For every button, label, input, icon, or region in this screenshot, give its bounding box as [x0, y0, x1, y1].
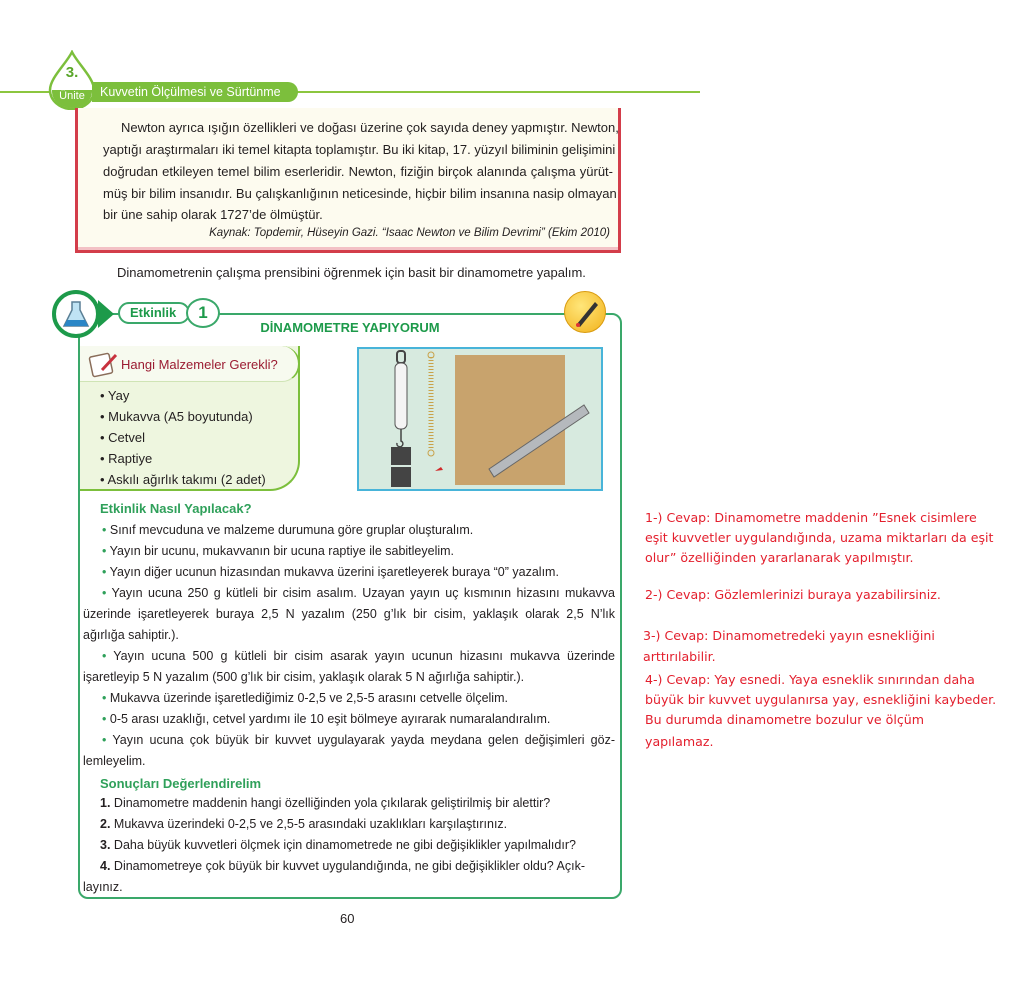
bullet-icon: •	[102, 565, 107, 579]
procedure-text: lemleyelim.	[83, 754, 146, 768]
activity-label: Etkinlik	[118, 302, 190, 324]
question-item	[100, 796, 550, 810]
flask-icon	[52, 290, 100, 338]
bullet-icon: •	[102, 733, 107, 747]
procedure-line	[97, 565, 615, 579]
reading-line: Newton ayrıca ışığın özellikleri ve doğası üzerine çok sayıda deney yapmıştır. Newton,	[121, 120, 619, 135]
results-title: Sonuçları Değerlendirelim	[100, 776, 262, 791]
page-number: 60	[340, 911, 355, 926]
spring-icon	[428, 352, 434, 456]
procedure-text: Sınıf mevcuduna ve malzeme durumuna göre gruplar oluşturalım.	[106, 523, 474, 537]
pushpin-icon	[435, 467, 443, 471]
material-item: • Askılı ağırlık takımı (2 adet)	[100, 472, 266, 487]
procedure-line	[97, 586, 615, 602]
material-item: • Mukavva (A5 boyutunda)	[100, 409, 253, 424]
dynamometer-icon	[391, 351, 411, 487]
procedure-text: Yayın ucuna çok büyük bir kuvvet uygulayarak yayda meydana gelen değişimleri göz-	[106, 733, 615, 747]
question-text: layınız.	[83, 880, 123, 894]
clipboard-icon	[88, 350, 120, 378]
reading-box	[75, 108, 621, 253]
procedure-title: Etkinlik Nasıl Yapılacak?	[100, 501, 252, 516]
answer-line: 1-) Cevap: Dinamometre maddenin ”Esnek cisimlere	[645, 510, 977, 525]
procedure-line	[97, 733, 615, 749]
procedure-line	[97, 712, 615, 726]
activity-arrow-icon	[98, 300, 114, 328]
question-number: 2.	[100, 817, 111, 831]
unit-label: Ünite	[59, 90, 85, 102]
chapter-title: Kuvvetin Ölçülmesi ve Sürtünme	[92, 82, 298, 102]
answer-line: 3-) Cevap: Dinamometredeki yayın esnekliğini	[643, 628, 935, 643]
procedure-text: Yayın bir ucunu, mukavvanın bir ucuna raptiye ile sabitleyelim.	[106, 544, 455, 558]
reading-source: Kaynak: Topdemir, Hüseyin Gazi. “Isaac Newton ve Bilim Devrimi” (Ekim 2010)	[209, 227, 610, 239]
question-item	[83, 880, 123, 894]
procedure-line	[83, 670, 615, 684]
procedure-line	[97, 523, 615, 537]
procedure-line	[97, 649, 615, 665]
question-text: Dinamometreye çok büyük bir kuvvet uygulandığında, ne gibi değişiklikler oldu? Açık-	[110, 859, 585, 873]
bullet-icon: •	[102, 544, 107, 558]
materials-illustration	[357, 347, 603, 491]
procedure-text: ağırlığa sahiptir.).	[83, 628, 179, 642]
procedure-text: Yayın diğer ucunun hizasından mukavva üzerini işaretleyerek buraya “0” yazalım.	[106, 565, 559, 579]
answer-line: 4-) Cevap: Yay esnedi. Yaya esneklik sınırından daha	[645, 672, 975, 687]
procedure-text: üzerinde işaretleyerek buraya 2,5 N yazalım (250 g’lık bir cisim, yaklaşık olarak 2,5 N’lık	[83, 607, 615, 621]
question-text: Daha büyük kuvvetleri ölçmek için dinamometrede ne gibi değişiklikler yapılmalıdır?	[110, 838, 576, 852]
bullet-icon: •	[102, 523, 107, 537]
bullet-icon: •	[102, 586, 107, 600]
procedure-text: Yayın ucuna 500 g kütleli bir cisim asarak yayın ucunun hizasını mukavva üzerinde	[106, 649, 615, 663]
bullet-icon: •	[102, 691, 107, 705]
unit-number: 3.	[65, 64, 79, 81]
question-number: 3.	[100, 838, 111, 852]
material-item: • Yay	[100, 388, 130, 403]
procedure-text: 0-5 arası uzaklığı, cetvel yardımı ile 10 eşit bölmeye ayırarak numaralandıralım.	[106, 712, 551, 726]
intro-text: Dinamometrenin çalışma prensibini öğrenmek için basit bir dinamometre yapalım.	[117, 265, 586, 280]
question-text: Mukavva üzerindeki 0-2,5 ve 2,5-5 arasındaki uzaklıkları karşılaştırınız.	[110, 817, 508, 831]
bullet-icon: •	[102, 649, 107, 663]
procedure-line	[97, 691, 615, 705]
reading-line: bir üne sahip olarak 1727’de ölmüştür.	[103, 207, 323, 222]
activity-title: DİNAMOMETRE YAPIYORUM	[260, 320, 440, 335]
materials-title: Hangi Malzemeler Gerekli?	[121, 357, 278, 372]
pencil-icon	[564, 291, 606, 333]
procedure-text: Mukavva üzerinde işaretlediğimiz 0-2,5 ve 2,5-5 arasını cetvelle ölçelim.	[106, 691, 508, 705]
answer-line: eşit kuvvetler uygulandığında, uzama miktarları da eşit	[645, 530, 994, 545]
question-number: 4.	[100, 859, 111, 873]
answer-line: büyük bir kuvvet uygulanırsa yay, esnekliğini kaybeder.	[645, 692, 997, 707]
reading-line: yaptığı araştırmaları iki temel kitapta toplamıştır. Bu iki kitap, 17. yüzyıl biliminin gelişimini	[103, 142, 616, 157]
question-number: 1.	[100, 796, 111, 810]
procedure-line	[97, 544, 615, 558]
procedure-line	[83, 754, 615, 768]
reading-line: müş bir bilim insanıdır. Bu çalışkanlığının neticesinde, hiçbir bilim insanına nasip olmayan	[103, 186, 617, 201]
question-item	[100, 859, 585, 873]
answer-line: arttırılabilir.	[643, 649, 716, 664]
material-item: • Raptiye	[100, 451, 153, 466]
reading-line: doğrudan etkileyen temel bilim eserleridir. Newton, fiziğin birçok alanında çalışma yürüt-	[103, 164, 613, 179]
answer-line: yapılamaz.	[645, 734, 714, 749]
answer-line: Bu durumda dinamometre bozulur ve ölçüm	[645, 712, 925, 727]
procedure-text: işaretleyip 5 N yazalım (500 g’lık bir cisim, yaklaşık olarak 5 N ağırlığa sahiptir.).	[83, 670, 525, 684]
question-item	[100, 817, 507, 831]
procedure-text: Yayın ucuna 250 g kütleli bir cisim asalım. Uzayan yayın uç kısmının hizasını mukavva	[106, 586, 615, 600]
question-text: Dinamometre maddenin hangi özelliğinden yola çıkılarak geliştirilmiş bir alettir?	[110, 796, 551, 810]
procedure-line	[83, 628, 615, 642]
answer-line: olur” özelliğinden yararlanarak yapılmıştır.	[645, 550, 914, 565]
question-item	[100, 838, 576, 852]
material-item: • Cetvel	[100, 430, 146, 445]
answer-line: 2-) Cevap: Gözlemlerinizi buraya yazabilirsiniz.	[645, 587, 941, 602]
procedure-line	[83, 607, 615, 623]
bullet-icon: •	[102, 712, 107, 726]
activity-number: 1	[186, 298, 220, 328]
